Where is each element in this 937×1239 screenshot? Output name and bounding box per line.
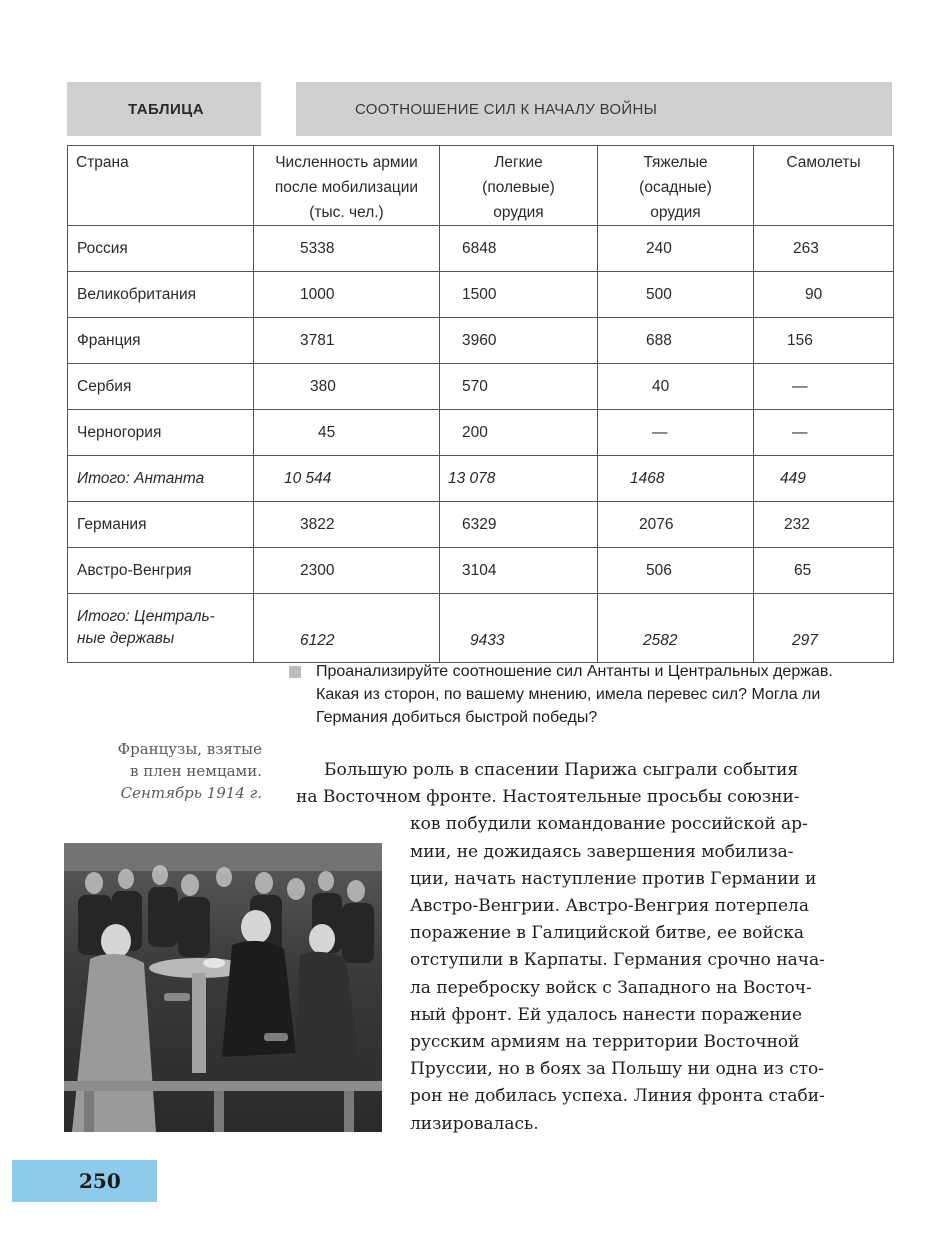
army-cell: 5338 <box>254 226 440 272</box>
column-header-line: орудия <box>650 204 701 221</box>
question-line: Проанализируйте соотношение сил Антанты и Центральных держав. <box>316 663 833 680</box>
heavy-guns-cell: 2076 <box>598 502 754 548</box>
table-row-total-entente <box>68 456 894 502</box>
country-cell: Германия <box>68 502 254 548</box>
planes-cell: 232 <box>754 502 894 548</box>
column-header-line: Численность армии <box>275 154 418 171</box>
planes-cell: 65 <box>754 548 894 594</box>
table-row <box>68 272 894 318</box>
caption-line: Французы, взятые <box>117 740 262 758</box>
army-cell: 3822 <box>254 502 440 548</box>
country-cell: Сербия <box>68 364 254 410</box>
country-cell: Австро-Венгрия <box>68 548 254 594</box>
heavy-guns-cell: 688 <box>598 318 754 364</box>
army-cell: 380 <box>254 364 440 410</box>
army-cell: 6122 <box>254 594 440 663</box>
body-line: отступили в Карпаты. Германия срочно нача- <box>410 950 825 971</box>
caption-line: в плен немцами. <box>130 762 262 780</box>
body-line: ции, начать наступление против Германии и <box>410 868 817 889</box>
column-header-line: Самолеты <box>786 154 861 171</box>
light-guns-cell: 9433 <box>440 594 598 663</box>
army-cell: 10 544 <box>254 456 440 502</box>
body-line: на Восточном фронте. Настоятельные просьбы союзни- <box>296 787 800 808</box>
heavy-guns-cell: 1468 <box>598 456 754 502</box>
light-guns-cell: 3960 <box>440 318 598 364</box>
column-header-country <box>68 146 254 226</box>
table-row <box>68 364 894 410</box>
table-row <box>68 318 894 364</box>
body-line: Австро-Венгрии. Австро-Венгрия потерпела <box>410 896 809 917</box>
column-header-line: (тыс. чел.) <box>309 204 384 221</box>
column-header-line: после мобилизации <box>274 179 419 196</box>
light-guns-cell: 1500 <box>440 272 598 318</box>
column-header-line: Тяжелые <box>643 154 708 171</box>
table-title: СООТНОШЕНИЕ СИЛ К НАЧАЛУ ВОЙНЫ <box>296 82 892 136</box>
planes-cell: — <box>754 364 894 410</box>
column-header-line: Страна <box>76 154 129 171</box>
body-line: рон не добилась успеха. Линия фронта стаби- <box>410 1086 825 1107</box>
country-cell: Итого: Антанта <box>68 456 254 502</box>
table-header-row <box>68 146 894 226</box>
body-line: русским армиям на территории Восточной <box>410 1032 800 1053</box>
heavy-guns-cell: — <box>598 410 754 456</box>
body-line: Пруссии, но в боях за Польшу ни одна из сто- <box>410 1059 825 1080</box>
country-cell: Великобритания <box>68 272 254 318</box>
army-cell: 2300 <box>254 548 440 594</box>
body-line: мии, не дожидаясь завершения мобилиза- <box>410 841 794 862</box>
caption-date: Сентябрь 1914 г. <box>120 784 262 802</box>
light-guns-cell: 200 <box>440 410 598 456</box>
column-header-line: (осадные) <box>639 179 712 196</box>
table-row-total-central <box>68 594 894 663</box>
light-guns-cell: 6848 <box>440 226 598 272</box>
body-line: ный фронт. Ей удалось нанести поражение <box>410 1004 803 1025</box>
table-label: ТАБЛИЦА <box>67 82 261 136</box>
column-header-heavy-guns <box>598 146 754 226</box>
photo-caption <box>62 738 262 804</box>
body-line: лизировалась. <box>410 1113 539 1134</box>
column-header-light-guns <box>440 146 598 226</box>
army-cell: 45 <box>254 410 440 456</box>
question-line: Какая из сторон, по вашему мнению, имела перевес сил? Могла ли <box>316 686 821 703</box>
heavy-guns-cell: 40 <box>598 364 754 410</box>
planes-cell: — <box>754 410 894 456</box>
table-row <box>68 548 894 594</box>
planes-cell: 449 <box>754 456 894 502</box>
heavy-guns-cell: 2582 <box>598 594 754 663</box>
column-header-planes <box>754 146 894 226</box>
light-guns-cell: 570 <box>440 364 598 410</box>
heavy-guns-cell: 240 <box>598 226 754 272</box>
column-header-line: Легкие <box>494 154 543 171</box>
army-cell: 1000 <box>254 272 440 318</box>
table-row <box>68 226 894 272</box>
page-number: 250 <box>12 1160 157 1202</box>
body-line: ла переброску войск с Западного на Восточ- <box>410 977 812 998</box>
table-row <box>68 502 894 548</box>
body-paragraph <box>296 757 896 1138</box>
country-cell: Итого: Централь- ные державы <box>68 594 254 663</box>
body-line: Большую роль в спасении Парижа сыграли события <box>324 760 799 780</box>
question-block <box>316 660 906 729</box>
body-line: поражение в Галицийской битве, ее войска <box>410 923 804 944</box>
light-guns-cell: 6329 <box>440 502 598 548</box>
planes-cell: 297 <box>754 594 894 663</box>
heavy-guns-cell: 506 <box>598 548 754 594</box>
country-cell: Франция <box>68 318 254 364</box>
planes-cell: 90 <box>754 272 894 318</box>
country-cell: Россия <box>68 226 254 272</box>
column-header-line: орудия <box>493 204 544 221</box>
question-marker-icon <box>289 666 301 678</box>
army-cell: 3781 <box>254 318 440 364</box>
planes-cell: 263 <box>754 226 894 272</box>
heavy-guns-cell: 500 <box>598 272 754 318</box>
planes-cell: 156 <box>754 318 894 364</box>
forces-table <box>67 145 894 663</box>
body-line: ков побудили командование российской ар- <box>410 814 808 835</box>
light-guns-cell: 13 078 <box>440 456 598 502</box>
question-line: Германия добиться быстрой победы? <box>316 709 598 726</box>
table-row <box>68 410 894 456</box>
column-header-army <box>254 146 440 226</box>
country-cell: Черногория <box>68 410 254 456</box>
light-guns-cell: 3104 <box>440 548 598 594</box>
column-header-line: (полевые) <box>482 179 555 196</box>
